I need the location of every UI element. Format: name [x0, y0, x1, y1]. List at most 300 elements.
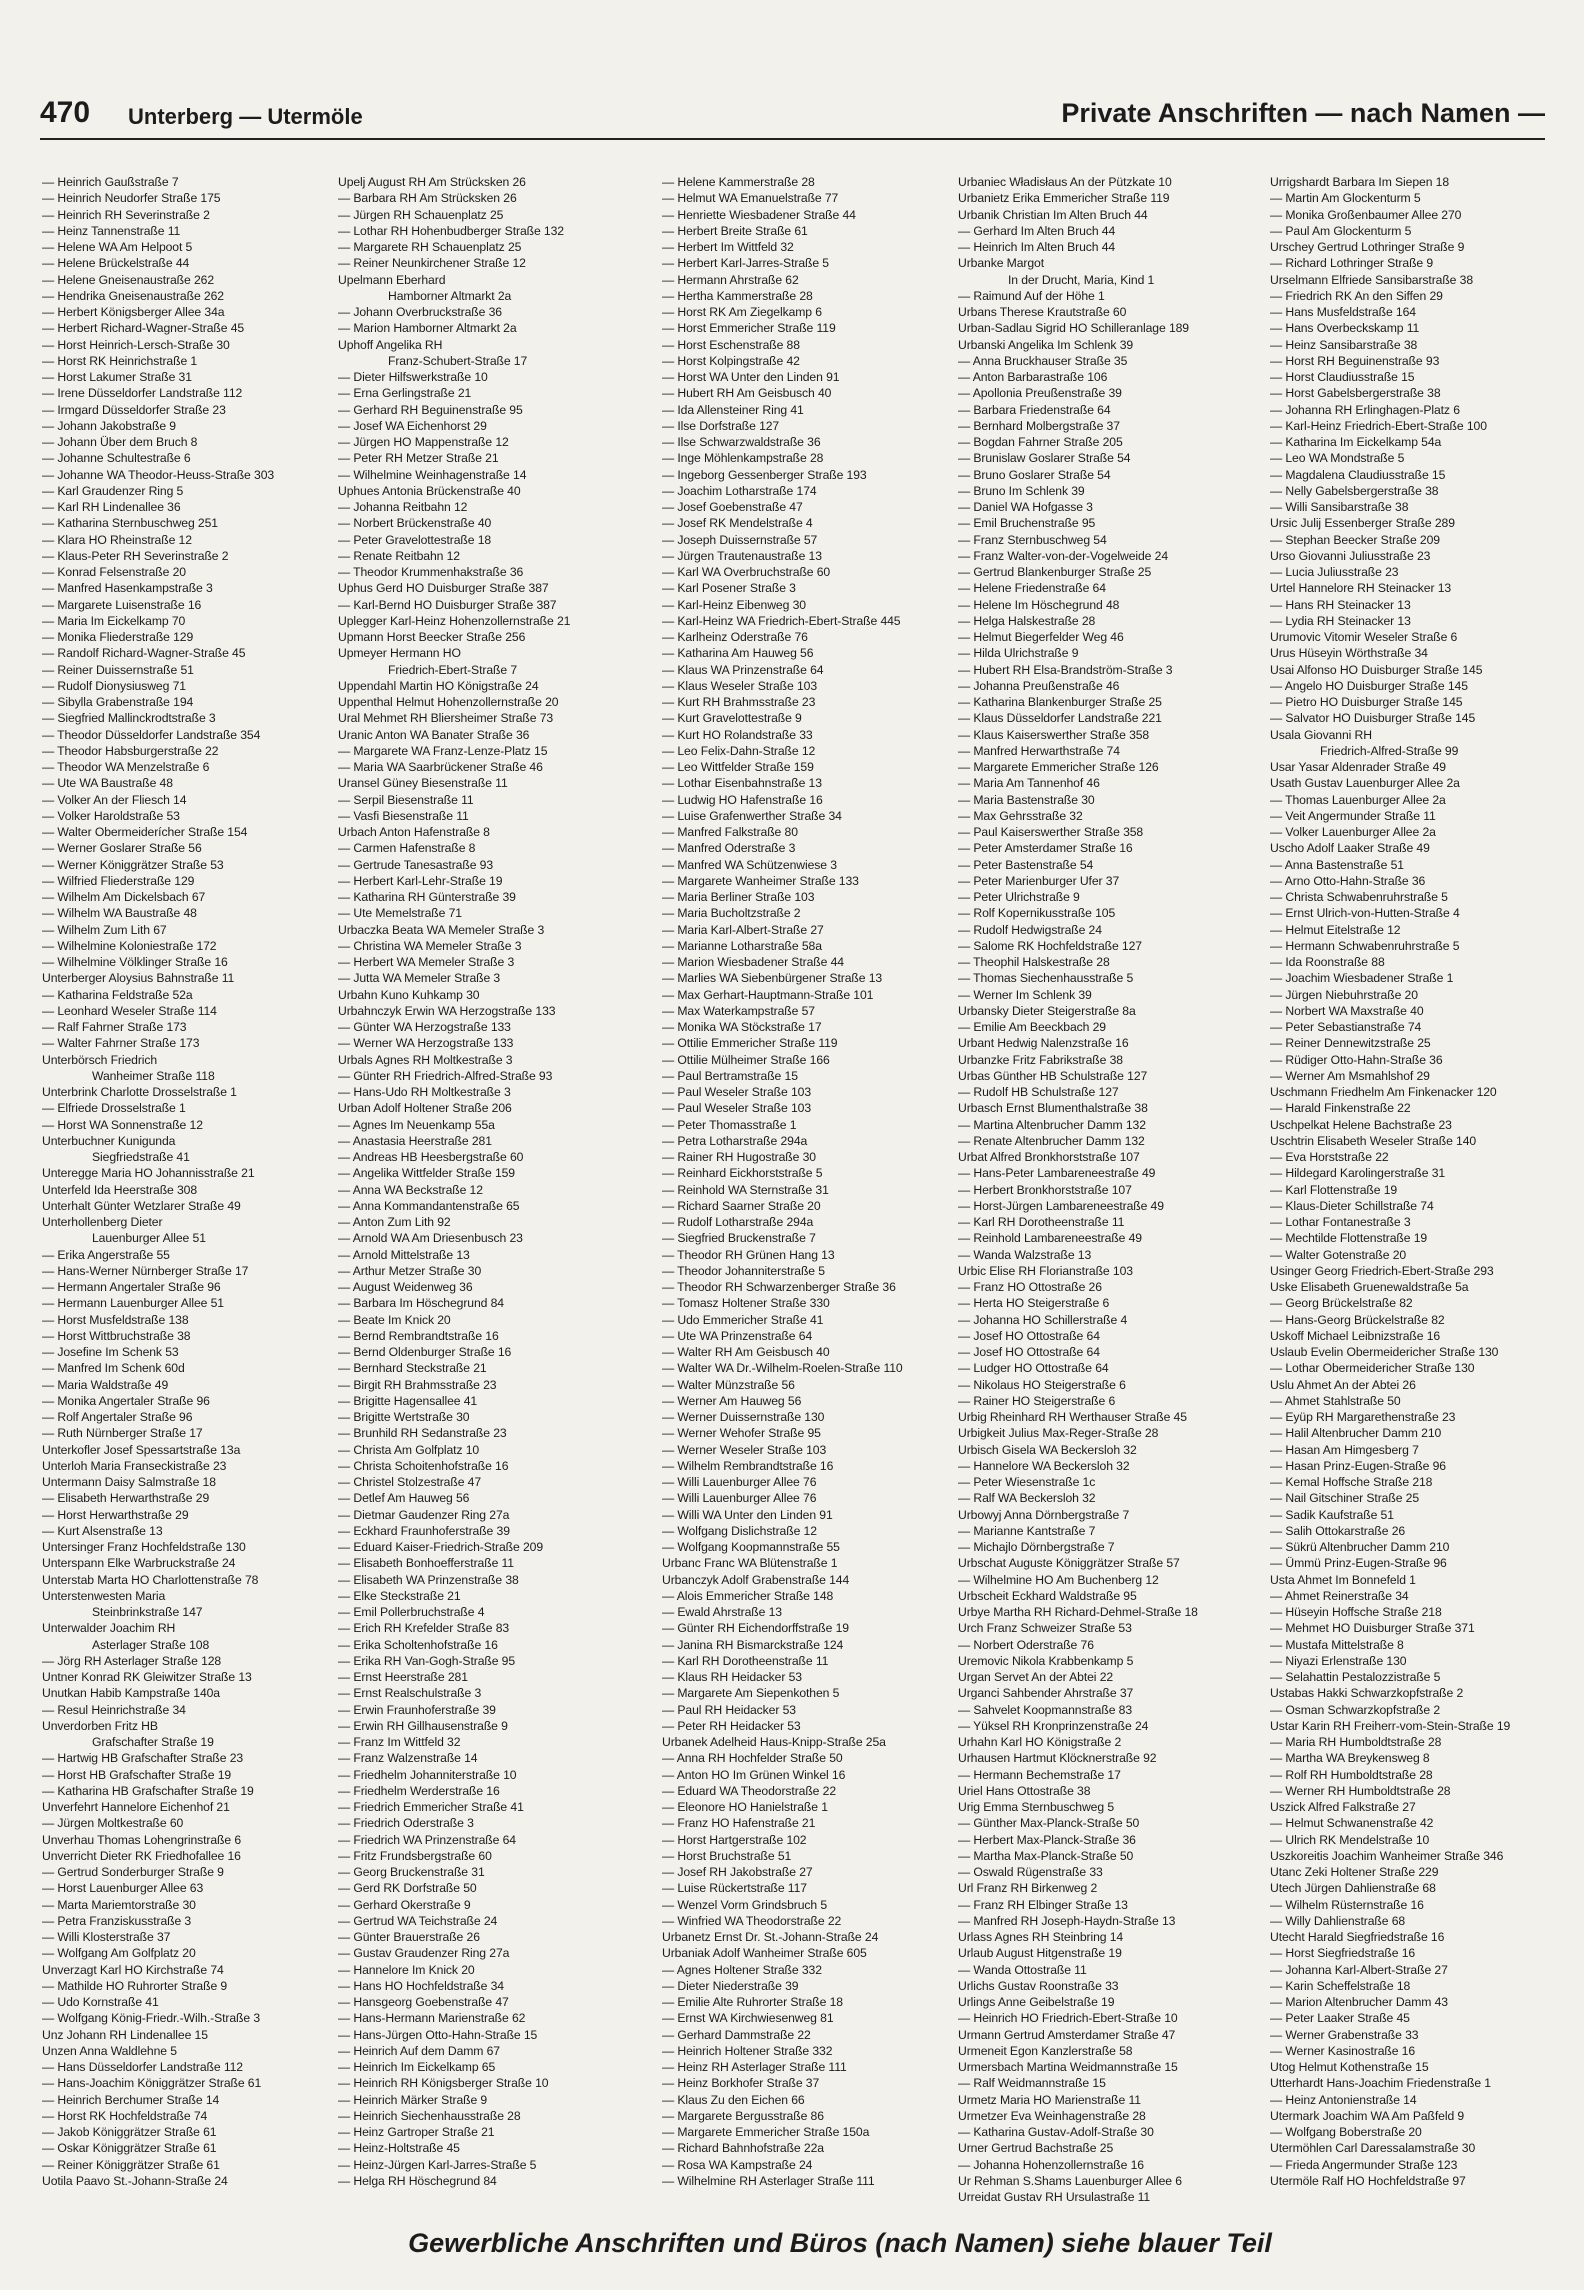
listing-entry: — Brigitte Wertstraße 30 [338, 1410, 470, 1424]
listing-entry: — Gustav Graudenzer Ring 27a [338, 1946, 510, 1961]
listing-entry: — Michajlo Dörnbergstraße 7 [958, 1540, 1115, 1554]
listing-entry: — Thomas Lauenburger Allee 2a [1270, 792, 1446, 807]
listing-entry: — Günter Brauerstraße 26 [338, 1930, 480, 1944]
listing-entry: — Emil Pollerbruchstraße 4 [338, 1605, 485, 1619]
listing-entry: — Peter Gravelottestraße 18 [338, 532, 492, 547]
listing-entry: — Leonhard Weseler Straße 114 [42, 1003, 217, 1018]
listing-entry: Urhahn Karl HO Königstraße 2 [958, 1735, 1122, 1749]
listing-entry: — Mathilde HO Ruhrorter Straße 9 [42, 1978, 228, 1993]
listing-entry: — Paul Bertramstraße 15 [662, 1068, 798, 1083]
listing-entry: — Rüdiger Otto-Hahn-Straße 36 [1270, 1052, 1443, 1067]
listing-entry: — Klaus Zu den Eichen 66 [662, 2092, 805, 2107]
listing-entry: — Brunhild RH Sedanstraße 23 [338, 1426, 507, 1441]
listing-entry: — Peter RH Heidacker 53 [662, 1718, 801, 1733]
listing-entry: — Manfred RH Joseph-Haydn-Straße 13 [958, 1913, 1176, 1928]
listing-entry: — Heinz Borkhofer Straße 37 [662, 2076, 820, 2091]
listing-entry: — Reinhold WA Sternstraße 31 [662, 1182, 829, 1197]
listing-entry: — Wilhelmine Koloniestraße 172 [42, 938, 217, 953]
listing-entry: — Gerd RK Dorfstraße 50 [338, 1881, 477, 1896]
listing-entry: — Katharina Im Eickelkamp 54a [1270, 435, 1442, 449]
listing-entry: — Salome RK Hochfeldstraße 127 [958, 938, 1142, 953]
listing-entry: — Henriette Wiesbadener Straße 44 [662, 207, 856, 222]
listing-entry: — Hendrika Gneisenaustraße 262 [42, 288, 224, 303]
listing-entry: — Ute WA Prinzenstraße 64 [662, 1328, 813, 1343]
listing-entry: Unterbörsch Friedrich [42, 1052, 158, 1067]
listing-entry: — Ernst Ulrich-von-Hutten-Straße 4 [1270, 906, 1460, 921]
listing-entry: — Theodor Habsburgerstraße 22 [42, 743, 219, 758]
listing-entry: — Heinz-Holtstraße 45 [338, 2141, 460, 2156]
listing-entry: — Johanna RH Erlinghagen-Platz 6 [1270, 402, 1460, 417]
listing-entry: Urner Gertrud Bachstraße 25 [958, 2141, 1114, 2156]
listing-entry: Urbanczyk Adolf Grabenstraße 144 [662, 1572, 850, 1587]
listing-entry: — Marion Hamborner Altmarkt 2a [338, 321, 517, 336]
listing-entry: Upmann Horst Beecker Straße 256 [338, 630, 526, 644]
listing-entry: Urbaniec Władisłaus An der Pützkate 10 [958, 175, 1172, 189]
listing-entry: — Klaus Düsseldorfer Landstraße 221 [958, 711, 1162, 726]
listing-entry: — Eva Horststraße 22 [1270, 1150, 1389, 1164]
listing-entry: Urhausen Hartmut Klöcknerstraße 92 [958, 1751, 1157, 1766]
listing-entry: — Alois Emmericher Straße 148 [662, 1588, 834, 1603]
listing-entry: Urgan Servet An der Abtei 22 [958, 1670, 1114, 1684]
listing-entry: — Werner Am Msmahlshof 29 [1270, 1068, 1430, 1083]
listing-entry: — Osman Schwarzkopfstraße 2 [1270, 1702, 1441, 1717]
listing-entry: Uszkoreitis Joachim Wanheimer Straße 346 [1270, 1848, 1504, 1863]
listing-entry: — Ralf Weidmannstraße 15 [958, 2076, 1106, 2091]
listing-entry: — Emilie Am Beeckbach 29 [958, 1020, 1106, 1034]
listing-entry: — Emilie Alte Ruhrorter Straße 18 [662, 1995, 843, 2009]
listing-entry: — Hans Overbeckskamp 11 [1270, 321, 1420, 336]
listing-entry: Friedrich-Alfred-Straße 99 [1320, 743, 1459, 758]
listing-entry: — Wolfgang König-Friedr.-Wilh.-Straße 3 [42, 2011, 261, 2026]
listing-entry: — Maria Bucholtzstraße 2 [662, 906, 801, 921]
listing-entry: — Herbert WA Memeler Straße 3 [338, 955, 515, 969]
listing-entry: Urbanc Franc WA Blütenstraße 1 [662, 1556, 838, 1571]
listing-entry: — Emil Bruchenstraße 95 [958, 516, 1096, 531]
listing-entry: — Joachim Lotharstraße 174 [662, 483, 817, 498]
listing-entry: Hamborner Altmarkt 2a [388, 288, 512, 303]
listing-entry: — Angelika Wittfelder Straße 159 [338, 1166, 515, 1181]
listing-entry: — Irmgard Düsseldorfer Straße 23 [42, 402, 226, 417]
listing-entry: — Werner Grabenstraße 33 [1270, 2027, 1419, 2042]
listing-entry: — Christa Schwabenruhrstraße 5 [1270, 890, 1448, 904]
listing-entry: Urbanek Adelheid Haus-Knipp-Straße 25a [662, 1735, 886, 1749]
listing-entry: — Heinz RH Asterlager Straße 111 [662, 2060, 847, 2074]
listing-entry: — Josef WA Eichenhorst 29 [338, 418, 487, 433]
listing-entry: — Werner Am Hauweg 56 [662, 1393, 802, 1408]
listing-entry: — Horst Hartgerstraße 102 [662, 1832, 807, 1847]
listing-entry: — Friedrich Emmericher Straße 41 [338, 1800, 524, 1814]
listing-entry: — Katharina Gustav-Adolf-Straße 30 [958, 2125, 1154, 2139]
listing-entry: — Johanna Preußenstraße 46 [958, 678, 1120, 693]
listing-entry: — Heinrich Auf dem Damm 67 [338, 2043, 500, 2058]
listing-entry: Urbans Therese Krautstraße 60 [958, 305, 1127, 319]
listing-entry: — Rolf Angertaler Straße 96 [42, 1410, 193, 1424]
listing-entry: — Georg Brückelstraße 82 [1270, 1296, 1413, 1311]
listing-entry: Unterfeld Ida Heerstraße 308 [42, 1182, 198, 1197]
listing-entry: Steinbrinkstraße 147 [92, 1605, 203, 1619]
listing-entry: — Eckhard Fraunhoferstraße 39 [338, 1523, 510, 1538]
listing-entry: Urbahnczyk Erwin WA Herzogstraße 133 [338, 1003, 556, 1018]
listing-entry: Uplegger Karl-Heinz Hohenzollernstraße 21 [338, 613, 571, 628]
listing-entry: — Klaus Kaiserswerther Straße 358 [958, 727, 1150, 742]
listing-entry: — Ahmet Stahlstraße 50 [1270, 1393, 1401, 1408]
listing-entry: — Erwin Fraunhoferstraße 39 [338, 1702, 496, 1717]
listing-entry: — Sibylla Grabenstraße 194 [42, 695, 194, 709]
listing-entry: — Ludwig HO Hafenstraße 16 [662, 792, 823, 807]
listing-entry: Urmeneit Egon Kanzlerstraße 58 [958, 2043, 1133, 2058]
listing-entry: — Volker An der Fliesch 14 [42, 792, 187, 807]
listing-entry: — Margarete Am Siepenkothen 5 [662, 1686, 840, 1701]
listing-entry: — Gerhard Okerstraße 9 [338, 1897, 471, 1912]
listing-entry: — Anton Zum Lith 92 [338, 1215, 451, 1229]
listing-entry: — Ernst Heerstraße 281 [338, 1670, 468, 1684]
listing-entry: — Paul RH Heidacker 53 [662, 1702, 796, 1717]
listing-entry: — Bruno Im Schlenk 39 [958, 483, 1085, 498]
listing-entry: — Reiner Neunkirchener Straße 12 [338, 256, 526, 271]
listing-entry: — Maria WA Saarbrückener Straße 46 [338, 760, 543, 774]
listing-entry: Urbansky Dieter Steigerstraße 8a [958, 1003, 1136, 1018]
listing-entry: — Horst Lauenburger Allee 63 [42, 1881, 204, 1896]
listing-entry: Unverhau Thomas Lohengrinstraße 6 [42, 1832, 242, 1847]
listing-entry: Urbscheit Eckhard Waldstraße 95 [958, 1588, 1137, 1603]
listing-entry: — Wolfgang Am Golfplatz 20 [42, 1946, 196, 1961]
listing-entry: — Rudolf Dionysiusweg 71 [42, 678, 186, 693]
listing-entry: — Irene Düsseldorfer Landstraße 112 [42, 386, 243, 401]
listing-entry: — Angelo HO Duisburger Straße 145 [1270, 678, 1468, 693]
listing-entry: — Elisabeth Bonhoefferstraße 11 [338, 1556, 514, 1571]
listing-entry: — Werner Kasinostraße 16 [1270, 2043, 1416, 2058]
listing-entry: Urselmann Elfriede Sansibarstraße 38 [1270, 272, 1474, 287]
listing-entry: Urbaczka Beata WA Memeler Straße 3 [338, 922, 545, 937]
listing-entry: Grafschafter Straße 19 [92, 1735, 214, 1749]
listing-entry: — Eleonore HO Hanielstraße 1 [662, 1800, 828, 1814]
listing-entry: — Elisabeth Herwarthstraße 29 [42, 1491, 210, 1506]
listing-entry: Utermark Joachim WA Am Paßfeld 9 [1270, 2108, 1465, 2123]
listing-entry: — Heinrich Siechenhausstraße 28 [338, 2108, 521, 2123]
listing-entry: — Monika Fliederstraße 129 [42, 630, 194, 644]
listing-entry: — Günter RH Friedrich-Alfred-Straße 93 [338, 1068, 553, 1083]
listing-entry: — Raimund Auf der Höhe 1 [958, 288, 1105, 303]
listing-entry: — Erich RH Krefelder Straße 83 [338, 1621, 510, 1636]
listing-entry: Unutkan Habib Kampstraße 140a [42, 1686, 220, 1701]
listing-entry: — Willi WA Unter den Linden 91 [662, 1507, 833, 1522]
listing-entry: — Manfred Oderstraße 3 [662, 841, 796, 856]
listing-column-4 [958, 174, 1254, 2204]
listing-entry: — Maria Karl-Albert-Straße 27 [662, 922, 824, 937]
listing-entry: — Vasfi Biesenstraße 11 [338, 808, 469, 823]
listing-entry: Uschtrin Elisabeth Weseler Straße 140 [1270, 1133, 1477, 1148]
listing-entry: Utermöle Ralf HO Hochfeldstraße 97 [1270, 2173, 1466, 2188]
listing-entry: — Monika WA Stöckstraße 17 [662, 1020, 822, 1034]
listing-entry: — Rolf RH Humboldtstraße 28 [1270, 1767, 1433, 1782]
listing-entry: — Hildegard Karolingerstraße 31 [1270, 1166, 1446, 1181]
listing-entry: — Beate Im Knick 20 [338, 1312, 451, 1327]
listing-entry: Urbahn Kuno Kuhkamp 30 [338, 987, 480, 1002]
listing-entry: — Margarete WA Franz-Lenze-Platz 15 [338, 743, 548, 758]
listing-entry: — Hans-Peter Lambareneestraße 49 [958, 1166, 1156, 1181]
listing-entry: — Horst Bruchstraße 51 [662, 1848, 792, 1863]
listing-entry: — Jürgen HO Mappenstraße 12 [338, 435, 509, 449]
listing-entry: — Siegfried Mallinckrodtstraße 3 [42, 711, 216, 726]
listing-entry: — Katharina Am Hauweg 56 [662, 646, 814, 661]
listing-entry: — Margarete Luisenstraße 16 [42, 597, 202, 612]
listing-entry: — Horst-Jürgen Lambareneestraße 49 [958, 1198, 1164, 1213]
listing-entry: — Margarete Bergusstraße 86 [662, 2108, 824, 2123]
listing-entry: Urban-Sadlau Sigrid HO Schilleranlage 189 [958, 321, 1189, 336]
listing-entry: — Margarete Wanheimer Straße 133 [662, 873, 859, 888]
listing-entry: — Heinz Antonienstraße 14 [1270, 2092, 1417, 2107]
listing-entry: Unverdorben Fritz HB [42, 1718, 158, 1733]
listing-entry: Untner Konrad RK Gleiwitzer Straße 13 [42, 1670, 252, 1684]
listing-entry: — Theodor RH Schwarzenberger Straße 36 [662, 1280, 896, 1294]
listing-entry: Urbanik Christian Im Alten Bruch 44 [958, 207, 1148, 222]
listing-entry: Upelmann Eberhard [338, 272, 446, 287]
listing-entry: — Theodor Krummenhakstraße 36 [338, 565, 524, 579]
listing-entry: — Harald Finkenstraße 22 [1270, 1101, 1411, 1116]
listing-entry: — Johanna Reitbahn 12 [338, 500, 468, 514]
listing-entry: — Erika Angerstraße 55 [42, 1247, 170, 1262]
listing-entry: Unz Johann RH Lindenallee 15 [42, 2027, 208, 2042]
listing-entry: — Max Gerhart-Hauptmann-Straße 101 [662, 987, 874, 1002]
listing-entry: Urrigshardt Barbara Im Siepen 18 [1270, 175, 1450, 189]
listing-entry: Urlings Anne Geibelstraße 19 [958, 1995, 1115, 2009]
listing-entry: — Martin Am Glockenturm 5 [1270, 191, 1421, 206]
listing-entry: — Marianne Kantstraße 7 [958, 1523, 1096, 1538]
listing-entry: — Jakob Königgrätzer Straße 61 [42, 2125, 217, 2139]
listing-entry: — Hansgeorg Goebenstraße 47 [338, 1995, 509, 2009]
listing-entry: — Johann Über dem Bruch 8 [42, 435, 198, 449]
listing-entry: — Richard Lothringer Straße 9 [1270, 256, 1434, 271]
listing-entry: — Richard Bahnhofstraße 22a [662, 2141, 824, 2156]
listing-entry: — Josef HO Ottostraße 64 [958, 1345, 1100, 1359]
listing-entry: — Jürgen RH Schauenplatz 25 [338, 207, 504, 222]
listing-entry: Urmann Gertrud Amsterdamer Straße 47 [958, 2027, 1176, 2042]
listing-entry: — Johanna HO Schillerstraße 4 [958, 1312, 1128, 1327]
listing-entry: — Günther Max-Planck-Straße 50 [958, 1816, 1140, 1831]
listing-entry: — Friedrich WA Prinzenstraße 64 [338, 1832, 516, 1847]
listing-entry: — Hasan Prinz-Eugen-Straße 96 [1270, 1458, 1446, 1473]
listing-entry: — Theodor RH Grünen Hang 13 [662, 1247, 835, 1262]
listing-entry: Unverfehrt Hannelore Eichenhof 21 [42, 1800, 230, 1814]
listing-entry: Ur Rehman S.Shams Lauenburger Allee 6 [958, 2173, 1182, 2188]
listing-entry: Upmeyer Hermann HO [338, 646, 461, 661]
listing-entry: — Hans-Georg Brückelstraße 82 [1270, 1312, 1445, 1327]
listing-entry: — Horst Emmericher Straße 119 [662, 321, 836, 336]
listing-entry: — Ottilie Emmericher Straße 119 [662, 1036, 838, 1051]
listing-entry: — Horst Wittbruchstraße 38 [42, 1328, 191, 1343]
page-header [40, 92, 1545, 140]
listing-entry: — Werner RH Humboldtstraße 28 [1270, 1783, 1451, 1798]
listing-entry: — Ralf WA Beckersloh 32 [958, 1491, 1096, 1506]
listing-entry: Urbisch Gisela WA Beckersloh 32 [958, 1442, 1137, 1457]
listing-entry: — Ute WA Baustraße 48 [42, 776, 173, 791]
listing-entry: Uscho Adolf Laaker Straße 49 [1270, 841, 1430, 856]
listing-entry: — Friedrich RK An den Siffen 29 [1270, 288, 1443, 303]
listing-entry: — Randolf Richard-Wagner-Straße 45 [42, 646, 246, 661]
listing-entry: — Bernd Rembrandtstraße 16 [338, 1328, 499, 1343]
listing-entry: — Ewald Ahrstraße 13 [662, 1605, 782, 1619]
listing-entry: Ursic Julij Essenberger Straße 289 [1270, 516, 1455, 531]
listing-entry: — Christina WA Memeler Straße 3 [338, 938, 522, 953]
listing-entry: Url Franz RH Birkenweg 2 [958, 1881, 1098, 1896]
listing-entry: Usai Alfonso HO Duisburger Straße 145 [1270, 662, 1483, 677]
listing-entry: — Karl RH Lindenallee 36 [42, 500, 181, 514]
listing-entry: — Walter Fahrner Straße 173 [42, 1036, 200, 1051]
listing-entry: Urbowyj Anna Dörnbergstraße 7 [958, 1507, 1130, 1522]
listing-entry: Urus Hüseyin Wörthstraße 34 [1270, 646, 1428, 661]
listing-entry: Utterhardt Hans-Joachim Friedenstraße 1 [1270, 2076, 1491, 2091]
listing-entry: — Werner Königgrätzer Straße 53 [42, 857, 224, 872]
listing-entry: Upelj August RH Am Strücksken 26 [338, 175, 526, 189]
listing-entry: — Walter WA Dr.-Wilhelm-Roelen-Straße 110 [662, 1361, 903, 1376]
listing-entry: — Margarete Emmericher Straße 150a [662, 2125, 870, 2139]
listing-entry: — Monika Angertaler Straße 96 [42, 1393, 210, 1408]
listing-entry: Uslaub Evelin Obermeidericher Straße 130 [1270, 1345, 1499, 1359]
listing-entry: — Lothar RH Hohenbudberger Straße 132 [338, 223, 564, 238]
listing-entry: — Willi Lauenburger Allee 76 [662, 1475, 817, 1489]
listing-entry: — Monika Großenbaumer Allee 270 [1270, 207, 1462, 222]
listing-entry: — Franz HO Hafenstraße 21 [662, 1816, 816, 1831]
listing-entry: — Erika RH Van-Gogh-Straße 95 [338, 1653, 516, 1668]
listing-entry: — Helene Friedenstraße 64 [958, 581, 1106, 596]
listing-entry: — Martha Max-Planck-Straße 50 [958, 1848, 1134, 1863]
listing-entry: — Horst RH Beguinenstraße 93 [1270, 353, 1440, 368]
listing-entry: — Maria Im Eickelkamp 70 [42, 613, 186, 628]
listing-entry: — Wilhelmine Völklinger Straße 16 [42, 955, 228, 969]
listing-entry: — Werner Im Schlenk 39 [958, 987, 1092, 1002]
listing-entry: — Bruno Goslarer Straße 54 [958, 467, 1111, 482]
listing-entry: Utanc Zeki Holtener Straße 229 [1270, 1865, 1439, 1879]
listing-entry: — Udo Emmericher Straße 41 [662, 1312, 824, 1327]
listing-entry: Uranic Anton WA Banater Straße 36 [338, 727, 530, 742]
listing-entry: — Stephan Beecker Straße 209 [1270, 532, 1440, 547]
listing-entry: — Horst Herwarthstraße 29 [42, 1507, 189, 1522]
listing-entry: — Lothar Eisenbahnstraße 13 [662, 776, 822, 791]
listing-entry: — Wilfried Fliederstraße 129 [42, 873, 195, 888]
listing-entry: — Lothar Obermeidericher Straße 130 [1270, 1361, 1475, 1376]
listing-entry: Uppenthal Helmut Hohenzollernstraße 20 [338, 695, 559, 709]
listing-entry: — Wanda Walzstraße 13 [958, 1247, 1092, 1262]
listing-entry: — Heinrich Holtener Straße 332 [662, 2043, 833, 2058]
listing-entry: — Inge Möhlenkampstraße 28 [662, 451, 824, 466]
listing-entry: — Marion Altenbrucher Damm 43 [1270, 1995, 1448, 2009]
listing-entry: — Peter Bastenstraße 54 [958, 857, 1094, 872]
listing-entry: Asterlager Straße 108 [92, 1637, 210, 1652]
listing-entry: — Barbara RH Am Strücksken 26 [338, 191, 517, 206]
listing-entry: Urreidat Gustav RH Ursulastraße 11 [958, 2190, 1151, 2204]
listing-entry: Unterloh Maria Franseckistraße 23 [42, 1458, 227, 1473]
listing-entry: — Heinz Tannenstraße 11 [42, 223, 181, 238]
listing-entry: Urig Emma Sternbuschweg 5 [958, 1800, 1115, 1814]
listing-entry: — Ralf Fahrner Straße 173 [42, 1020, 187, 1034]
listing-entry: — Johanne Schultestraße 6 [42, 451, 191, 466]
listing-entry: Ustar Karin RH Freiherr-vom-Stein-Straße 19 [1270, 1718, 1511, 1733]
listing-entry: — Klaus-Dieter Schillstraße 74 [1270, 1198, 1434, 1213]
listing-entry: — Manfred Falkstraße 80 [662, 825, 798, 839]
listing-entry: Uphoff Angelika RH [338, 337, 443, 352]
listing-entry: — Karl Graudenzer Ring 5 [42, 483, 184, 498]
listing-entry: Utermöhlen Carl Daressalamstraße 30 [1270, 2141, 1476, 2156]
listing-entry: — Karin Scheffelstraße 18 [1270, 1978, 1411, 1993]
listing-entry: — Barbara Im Höschegrund 84 [338, 1296, 504, 1311]
listing-entry: — Klara HO Rheinstraße 12 [42, 532, 192, 547]
listing-entry: — Klaus WA Prinzenstraße 64 [662, 662, 824, 677]
listing-entry: — Theodor WA Menzelstraße 6 [42, 760, 210, 774]
listing-entry: — Andreas HB Heesbergstraße 60 [338, 1150, 524, 1164]
listing-entry: In der Drucht, Maria, Kind 1 [1008, 272, 1155, 287]
listing-entry: — Reinhold Lambareneestraße 49 [958, 1231, 1142, 1246]
listing-entry: — Heinrich RH Königsberger Straße 10 [338, 2076, 549, 2091]
listing-entry: — Marta Mariemtorstraße 30 [42, 1897, 196, 1912]
listing-entry: — Hans-Jürgen Otto-Hahn-Straße 15 [338, 2027, 538, 2042]
listing-entry: — Karl WA Overbruchstraße 60 [662, 565, 831, 579]
listing-entry: — Peter Wiesenstraße 1c [958, 1475, 1096, 1489]
listing-entry: Urban Adolf Holtener Straße 206 [338, 1101, 512, 1116]
listing-entry: — Eduard Kaiser-Friedrich-Straße 209 [338, 1540, 544, 1554]
listing-entry: — Willy Dahlienstraße 68 [1270, 1913, 1406, 1928]
listing-entry: — Heinz Sansibarstraße 38 [1270, 337, 1418, 352]
listing-entry: — Willi Lauenburger Allee 76 [662, 1491, 817, 1506]
listing-entry: — Herbert Richard-Wagner-Straße 45 [42, 321, 245, 336]
listing-entry: — Josef HO Ottostraße 64 [958, 1328, 1100, 1343]
listing-entry: — Werner Weseler Straße 103 [662, 1442, 827, 1457]
listing-entry: Franz-Schubert-Straße 17 [388, 353, 528, 368]
listing-entry: Urbanke Margot [958, 256, 1044, 271]
listing-entry: — Wenzel Vorm Grindsbruch 5 [662, 1897, 828, 1912]
listing-entry: — Hermann Lauenburger Allee 51 [42, 1296, 224, 1311]
listing-entry: — Friedhelm Johanniterstraße 10 [338, 1767, 517, 1782]
listing-entry: — Wilhelmine HO Am Buchenberg 12 [958, 1572, 1159, 1587]
listing-entry: — Leo Felix-Dahn-Straße 12 [662, 743, 816, 758]
listing-entry: — Maria Am Tannenhof 46 [958, 776, 1100, 791]
listing-entry: — Rudolf Hedwigstraße 24 [958, 922, 1102, 937]
listing-entry: — Nikolaus HO Steigerstraße 6 [958, 1377, 1126, 1392]
listing-entry: — Rolf Kopernikusstraße 105 [958, 906, 1116, 921]
listing-entry: Ustabas Hakki Schwarzkopfstraße 2 [1270, 1686, 1464, 1701]
listing-entry: — Werner Goslarer Straße 56 [42, 841, 202, 856]
listing-entry: — Bogdan Fahrner Straße 205 [958, 435, 1123, 449]
listing-entry: — Marion Wiesbadener Straße 44 [662, 955, 844, 969]
listing-entry: — Helmut Schwanenstraße 42 [1270, 1816, 1434, 1831]
listing-entry: — Johanna Karl-Albert-Straße 27 [1270, 1962, 1448, 1977]
listing-entry: — Peter Ulrichstraße 9 [958, 890, 1080, 904]
listing-entry: — Reiner Dennewitzstraße 25 [1270, 1036, 1431, 1051]
listing-entry: — Pietro HO Duisburger Straße 145 [1270, 695, 1463, 709]
listing-entry: — Rudolf Lotharstraße 294a [662, 1215, 814, 1229]
listing-entry: — Mustafa Mittelstraße 8 [1270, 1637, 1404, 1652]
listing-entry: Unterberger Aloysius Bahnstraße 11 [42, 971, 235, 986]
listing-entry: — Brigitte Hagensallee 41 [338, 1393, 478, 1408]
listing-entry: — Rudolf HB Schulstraße 127 [958, 1085, 1119, 1099]
listing-entry: — Hans RH Steinacker 13 [1270, 597, 1411, 612]
listing-entry: — Frieda Angermunder Straße 123 [1270, 2157, 1458, 2172]
page-number: 470 [40, 96, 91, 129]
listing-entry: — Paul Kaiserswerther Straße 358 [958, 825, 1144, 839]
listing-entry: — Horst WA Sonnenstraße 12 [42, 1117, 203, 1132]
listing-entry: — Margarete RH Schauenplatz 25 [338, 240, 522, 254]
listing-entry: — Hilda Ulrichstraße 9 [958, 646, 1079, 661]
listing-entry: — Ottilie Mülheimer Straße 166 [662, 1052, 830, 1067]
listing-entry: — Friedhelm Werderstraße 16 [338, 1783, 500, 1798]
listing-entry: — Herbert Karl-Jarres-Straße 5 [662, 256, 829, 271]
listing-entry: — Helene Brückelstraße 44 [42, 256, 190, 271]
listing-entry: — Wilhelm Rembrandtstraße 16 [662, 1458, 834, 1473]
listing-entry: — Ida Allensteiner Ring 41 [662, 402, 804, 417]
listing-entry: — Günter RH Eichendorffstraße 19 [662, 1621, 849, 1636]
listing-entry: — Erika Scholtenhofstraße 16 [338, 1637, 498, 1652]
listing-entry: — Eduard WA Theodorstraße 22 [662, 1783, 837, 1798]
listing-entry: Urmersbach Martina Weidmannstraße 15 [958, 2060, 1178, 2074]
